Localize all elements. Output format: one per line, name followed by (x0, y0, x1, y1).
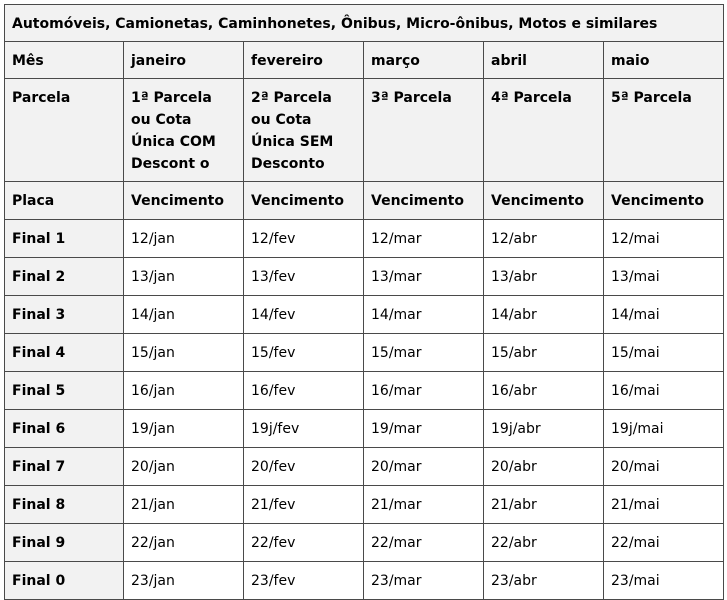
month-header: março (364, 42, 484, 79)
due-date-cell: 12/mai (604, 220, 724, 258)
parcela-header: 5ª Parcela (604, 79, 724, 182)
ipva-schedule-table (4, 4, 724, 600)
due-date-cell: 16/abr (484, 372, 604, 410)
due-date-cell: 20/mai (604, 448, 724, 486)
placa-cell: Final 2 (5, 258, 124, 296)
due-date-cell: 21/mai (604, 486, 724, 524)
due-date-cell: 15/mar (364, 334, 484, 372)
placa-cell: Final 6 (5, 410, 124, 448)
parcela-header-row (5, 79, 724, 182)
due-date-cell: 15/jan (124, 334, 244, 372)
placa-cell: Final 8 (5, 486, 124, 524)
due-date-cell: 14/mai (604, 296, 724, 334)
month-header: abril (484, 42, 604, 79)
parcela-header: 2ª Parcela ou Cota Única SEM Desconto (244, 79, 364, 182)
due-date-cell: 22/fev (244, 524, 364, 562)
due-date-cell: 23/abr (484, 562, 604, 600)
due-date-cell: 19/jan (124, 410, 244, 448)
due-date-cell: 20/abr (484, 448, 604, 486)
parcela-label: Parcela (5, 79, 124, 182)
due-date-cell: 20/jan (124, 448, 244, 486)
due-date-cell: 21/abr (484, 486, 604, 524)
placa-cell: Final 0 (5, 562, 124, 600)
caption-row (5, 5, 724, 42)
vencimento-header: Vencimento (244, 182, 364, 220)
vencimento-header: Vencimento (124, 182, 244, 220)
placa-cell: Final 4 (5, 334, 124, 372)
data-rows (5, 220, 724, 600)
due-date-cell: 16/mai (604, 372, 724, 410)
due-date-cell: 12/fev (244, 220, 364, 258)
due-date-cell: 14/mar (364, 296, 484, 334)
due-date-cell: 14/fev (244, 296, 364, 334)
due-date-cell: 13/jan (124, 258, 244, 296)
placa-cell: Final 3 (5, 296, 124, 334)
due-date-cell: 16/jan (124, 372, 244, 410)
table-row (5, 410, 724, 448)
due-date-cell: 19/mar (364, 410, 484, 448)
due-date-cell: 22/mar (364, 524, 484, 562)
due-date-cell: 21/mar (364, 486, 484, 524)
due-date-cell: 16/fev (244, 372, 364, 410)
due-date-cell: 21/fev (244, 486, 364, 524)
table-row (5, 372, 724, 410)
due-date-cell: 22/mai (604, 524, 724, 562)
due-date-cell: 19j/mai (604, 410, 724, 448)
placa-cell: Final 1 (5, 220, 124, 258)
due-date-cell: 13/abr (484, 258, 604, 296)
table-row (5, 448, 724, 486)
due-date-cell: 13/fev (244, 258, 364, 296)
vencimento-header: Vencimento (604, 182, 724, 220)
due-date-cell: 21/jan (124, 486, 244, 524)
month-header: janeiro (124, 42, 244, 79)
due-date-cell: 23/mai (604, 562, 724, 600)
placa-cell: Final 9 (5, 524, 124, 562)
due-date-cell: 13/mar (364, 258, 484, 296)
due-date-cell: 20/fev (244, 448, 364, 486)
due-date-cell: 12/mar (364, 220, 484, 258)
due-date-cell: 20/mar (364, 448, 484, 486)
table-row (5, 334, 724, 372)
due-date-cell: 19j/fev (244, 410, 364, 448)
month-header-row (5, 42, 724, 79)
due-date-cell: 12/jan (124, 220, 244, 258)
parcela-header: 3ª Parcela (364, 79, 484, 182)
parcela-header: 4ª Parcela (484, 79, 604, 182)
table-row (5, 258, 724, 296)
table-caption: Automóveis, Camionetas, Caminhonetes, Ônibus, Micro-ônibus, Motos e similares (5, 5, 724, 42)
due-date-cell: 22/jan (124, 524, 244, 562)
month-header: fevereiro (244, 42, 364, 79)
due-date-cell: 23/fev (244, 562, 364, 600)
due-date-cell: 13/mai (604, 258, 724, 296)
mes-label: Mês (5, 42, 124, 79)
vencimento-header: Vencimento (484, 182, 604, 220)
due-date-cell: 19j/abr (484, 410, 604, 448)
placa-cell: Final 7 (5, 448, 124, 486)
due-date-cell: 12/abr (484, 220, 604, 258)
table-row (5, 524, 724, 562)
table-row (5, 296, 724, 334)
table-row (5, 486, 724, 524)
placa-cell: Final 5 (5, 372, 124, 410)
due-date-cell: 15/mai (604, 334, 724, 372)
due-date-cell: 15/fev (244, 334, 364, 372)
due-date-cell: 14/abr (484, 296, 604, 334)
table-row (5, 562, 724, 600)
due-date-cell: 14/jan (124, 296, 244, 334)
vencimento-header: Vencimento (364, 182, 484, 220)
due-date-cell: 15/abr (484, 334, 604, 372)
due-date-cell: 22/abr (484, 524, 604, 562)
due-date-cell: 23/mar (364, 562, 484, 600)
vencimento-header-row (5, 182, 724, 220)
month-header: maio (604, 42, 724, 79)
due-date-cell: 16/mar (364, 372, 484, 410)
parcela-header: 1ª Parcela ou Cota Única COM Descont o (124, 79, 244, 182)
placa-label: Placa (5, 182, 124, 220)
due-date-cell: 23/jan (124, 562, 244, 600)
table-row (5, 220, 724, 258)
